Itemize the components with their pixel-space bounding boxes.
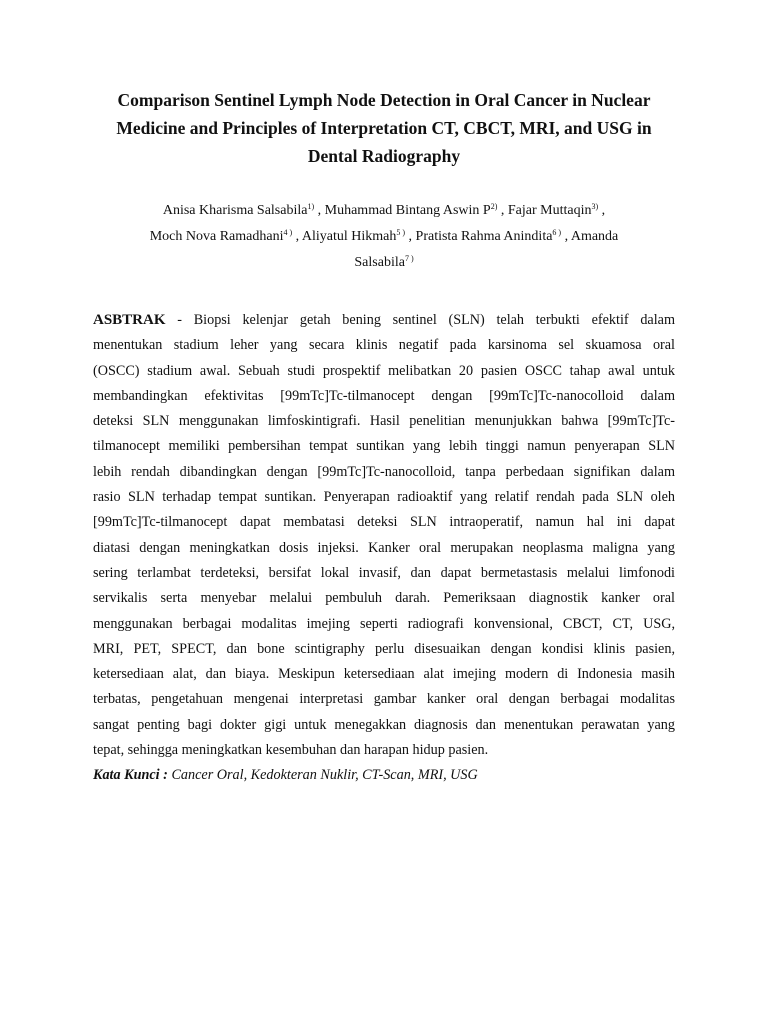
abstract-line: ketersediaan alat, dan biaya. Meskipun ketersediaan alat imejing modern di Indonesia masih: [93, 666, 675, 683]
title-line: Dental Radiography: [307, 146, 461, 166]
author-affiliation: 3): [591, 202, 599, 211]
author-list: [93, 198, 675, 276]
abstract-line: tilmanocept memiliki pembersihan tempat suntikan yang lebih tinggi namun penyerapan SLN: [93, 438, 675, 455]
abstract-line: deteksi SLN menggunakan limfoskintigrafi. Hasil penelitian menunjukkan bahwa [99mTc]Tc-: [93, 413, 675, 430]
abstract-line: (OSCC) stadium awal. Sebuah studi prospektif melibatkan 20 pasien OSCC tahap awal untuk: [93, 362, 675, 379]
author-affiliation: 1): [307, 202, 315, 211]
abstract: [93, 308, 675, 763]
abstract-text: - Biopsi kelenjar getah bening sentinel (SLN) telah terbukti efektif dalam: [165, 312, 675, 328]
abstract-line: tepat, sehingga meningkatkan kesembuhan dan harapan hidup pasien.: [93, 742, 489, 759]
paper-title: [93, 86, 675, 170]
author-name: Anisa Kharisma Salsabila: [162, 203, 308, 218]
paper-page: [93, 86, 675, 788]
abstract-line: diatasi dengan meningkatkan dosis injeksi. Kanker oral merupakan neoplasma maligna yang: [93, 539, 675, 556]
author-name: Muhammad Bintang Aswin P: [324, 203, 491, 218]
title-line: Comparison Sentinel Lymph Node Detection in Oral Cancer in Nuclear: [117, 90, 651, 110]
abstract-line: menggunakan berbagai modalitas imejing seperti radiografi konvensional, CBCT, CT, USG,: [93, 615, 675, 632]
author-line: Moch Nova Ramadhani$^{4 )}$ , Aliyatul Hikmah$^{5 )}$ , Pratista Rahma Anindita$^{6 )}$ , Amanda: [149, 228, 619, 244]
author-name: Pratista Rahma Anindita: [415, 229, 553, 244]
author-name: Aliyatul Hikmah: [301, 229, 397, 244]
abstract-line: MRI, PET, SPECT, dan bone scintigraphy perlu disesuaikan dengan kondisi klinis pasien,: [93, 640, 675, 657]
abstract-line: [93, 308, 675, 333]
author-affiliation: 2): [490, 202, 498, 211]
abstract-heading: ASBTRAK: [93, 312, 166, 328]
author-name: Salsabila: [354, 255, 405, 270]
author-line: [93, 250, 675, 276]
author-name: Fajar Muttaqin: [507, 203, 592, 218]
keywords: [93, 763, 675, 788]
abstract-line: menentukan stadium leher yang secara klinis negatif pada karsinoma sel skuamosa oral: [93, 337, 675, 354]
abstract-line: sangat penting bagi dokter gigi untuk menegakkan diagnosis dan menentukan perawatan yang: [93, 716, 675, 733]
keywords-label: Kata Kunci :: [93, 767, 168, 784]
author-name: Moch Nova Ramadhani: [149, 229, 284, 244]
author-affiliation: 4 ): [283, 228, 293, 237]
title-line: Medicine and Principles of Interpretation CT, CBCT, MRI, and USG in: [116, 118, 652, 138]
author-affiliation: 7 ): [404, 254, 414, 263]
author-name: Amanda: [570, 229, 619, 244]
abstract-line: servikalis serta menyebar melalui pembuluh darah. Pemeriksaan diagnostik kanker oral: [93, 590, 675, 607]
author-affiliation: 6 ): [552, 228, 562, 237]
abstract-line: [99mTc]Tc-tilmanocept dapat membatasi deteksi SLN intraoperatif, namun hal ini dapat: [93, 514, 675, 531]
author-affiliation: 5 ): [396, 228, 406, 237]
abstract-line: membandingkan efektivitas [99mTc]Tc-tilmanocept dengan [99mTc]Tc-nanocolloid dalam: [93, 387, 675, 404]
abstract-line: lebih rendah dibandingkan dengan [99mTc]Tc-nanocolloid, tanpa perbedaan signifikan dalam: [93, 463, 675, 480]
abstract-line: terbatas, pengetahuan mengenai interpretasi gambar kanker oral dengan berbagai modalitas: [93, 691, 675, 708]
author-line: Anisa Kharisma Salsabila$^{1)}$ , Muhammad Bintang Aswin $P^{2)}$ , Fajar Muttaqin$^{3)}$ ,: [162, 202, 606, 218]
abstract-line: rasio SLN terhadap tempat suntikan. Penyerapan radioaktif yang relatif rendah pada SLN oleh: [93, 489, 675, 506]
abstract-line: sering terlambat terdeteksi, bersifat lokal invasif, dan dapat bermetastasis melalui limfonodi: [93, 564, 675, 581]
keywords-value: Cancer Oral, Kedokteran Nuklir, CT-Scan, MRI, USG: [167, 767, 478, 784]
